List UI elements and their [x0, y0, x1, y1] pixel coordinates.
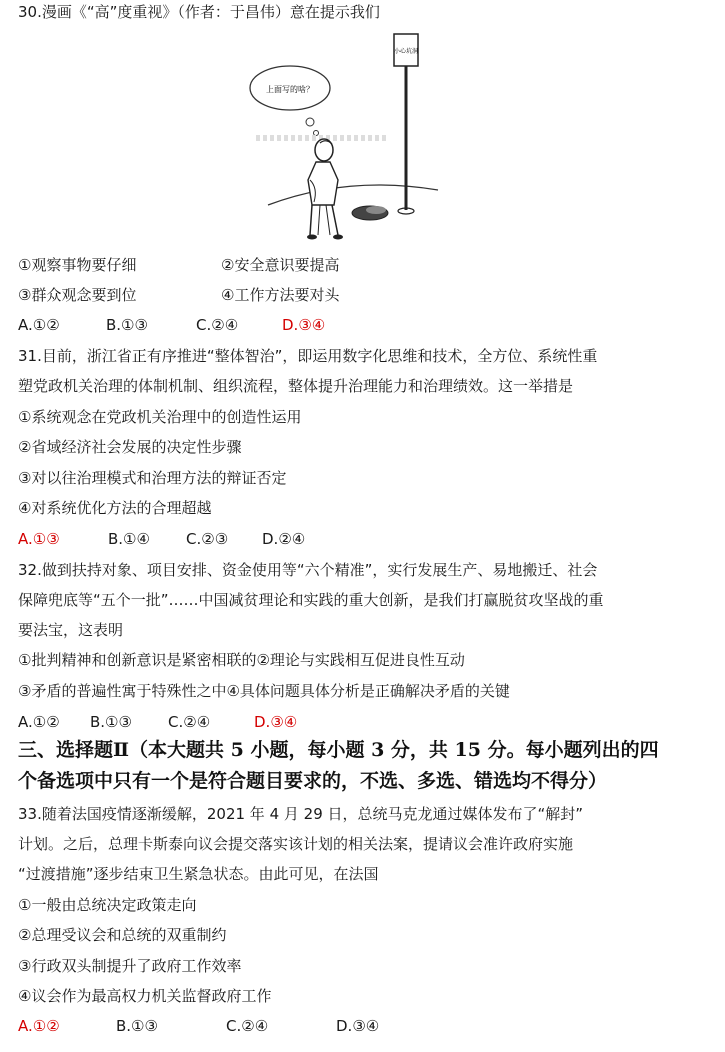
q33-option-1: ①一般由总统决定政策走向	[18, 896, 197, 914]
q31-choice-a-answer: A.①③	[18, 530, 60, 548]
q31-option-3: ③对以往治理模式和治理方法的辩证否定	[18, 469, 287, 487]
q32-choice-c: C.②④	[168, 713, 211, 731]
section-3-heading-line-2: 个备选项中只有一个是符合题目要求的，不选、多选、错选均不得分）	[18, 770, 608, 792]
q33-choice-b: B.①③	[116, 1017, 158, 1035]
q31-choice-c: C.②③	[186, 530, 229, 548]
bubble-text: 上面写的啥？	[266, 85, 314, 94]
q33-option-2: ②总理受议会和总统的双重制约	[18, 926, 227, 944]
q33-stem-line-2: 计划。之后，总理卡斯泰向议会提交落实该计划的相关法案，提请议会准许政府实施	[18, 835, 574, 853]
section-3-heading-line-1: 三、选择题Ⅱ（本大题共 5 小题，每小题 3 分，共 15 分。每小题列出的四	[18, 739, 659, 761]
sign-text: 小心坑洞	[393, 48, 419, 55]
q32-choice-b: B.①③	[90, 713, 132, 731]
q32-stem-line-2: 保障兜底等“五个一批”……中国减贫理论和实践的重大创新，是我们打赢脱贫攻坚战的重	[18, 591, 604, 609]
q33-option-3: ③行政双头制提升了政府工作效率	[18, 957, 242, 975]
cartoon-illustration	[248, 30, 448, 245]
q33-choice-d: D.③④	[336, 1017, 380, 1035]
q32-option-line-2: ③矛盾的普遍性寓于特殊性之中④具体问题具体分析是正确解决矛盾的关键	[18, 682, 510, 700]
q30-option-1: ①观察事物要仔细	[18, 256, 137, 274]
q32-choice-d-answer: D.③④	[254, 713, 298, 731]
q32-option-line-1: ①批判精神和创新意识是紧密相联的②理论与实践相互促进良性互动	[18, 651, 465, 669]
q33-choice-c: C.②④	[226, 1017, 269, 1035]
q30-choice-c: C.②④	[196, 316, 239, 334]
q30-option-2: ②安全意识要提高	[221, 256, 340, 274]
q30-option-3: ③群众观念要到位	[18, 286, 137, 304]
q31-option-2: ②省域经济社会发展的决定性步骤	[18, 438, 242, 456]
q33-stem-line-3: “过渡措施”逐步结束卫生紧急状态。由此可见，在法国	[18, 865, 379, 883]
q33-stem-line-1: 33.随着法国疫情逐渐缓解，2021 年 4 月 29 日，总统马克龙通过媒体发布了“解封”	[18, 805, 584, 823]
q33-option-4: ④议会作为最高权力机关监督政府工作	[18, 987, 272, 1005]
q31-stem-line-2: 塑党政机关治理的体制机制、组织流程，整体提升治理能力和治理绩效。这一举措是	[18, 377, 574, 395]
q31-stem-line-1: 31.目前，浙江省正有序推进“整体智治”，即运用数字化思维和技术，全方位、系统性重	[18, 347, 598, 365]
q30-choice-a: A.①②	[18, 316, 60, 334]
q31-option-4: ④对系统优化方法的合理超越	[18, 499, 212, 517]
q33-choice-a-answer: A.①②	[18, 1017, 60, 1035]
q32-stem-line-3: 要法宝，这表明	[18, 621, 124, 639]
q30-stem: 30.漫画《“高”度重视》（作者：于昌伟）意在提示我们	[18, 3, 380, 21]
q32-stem-line-1: 32.做到扶持对象、项目安排、资金使用等“六个精准”，实行发展生产、易地搬迁、社会	[18, 561, 598, 579]
q30-option-4: ④工作方法要对头	[221, 286, 340, 304]
q31-choice-d: D.②④	[262, 530, 306, 548]
q32-choice-a: A.①②	[18, 713, 60, 731]
q31-option-1: ①系统观念在党政机关治理中的创造性运用	[18, 408, 302, 426]
q30-choice-b: B.①③	[106, 316, 148, 334]
q31-choice-b: B.①④	[108, 530, 150, 548]
q30-choice-d-answer: D.③④	[282, 316, 326, 334]
